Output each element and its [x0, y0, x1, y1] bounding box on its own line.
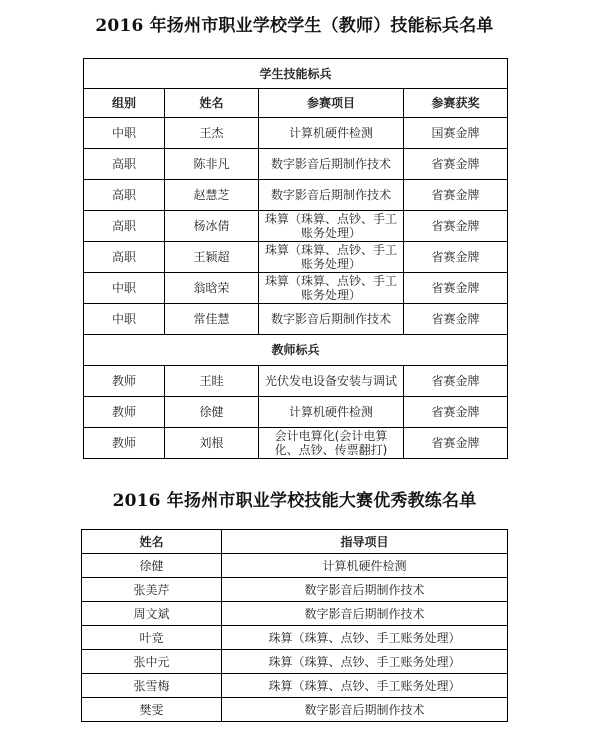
cell-name: 赵慧芝 [165, 180, 259, 211]
cell-project: 数字影音后期制作技术 [259, 180, 404, 211]
cell-name: 叶竞 [82, 626, 222, 650]
cell-group: 教师 [84, 366, 165, 397]
cell-name: 张雪梅 [82, 674, 222, 698]
table-row [84, 273, 508, 304]
page-title: 2016 年扬州市职业学校学生（教师）技能标兵名单 [95, 16, 494, 36]
table-row [82, 674, 508, 698]
cell-group: 中职 [84, 304, 165, 335]
cell-award: 国赛金牌 [404, 118, 508, 149]
cell-name: 王眭 [165, 366, 259, 397]
cell-name: 王杰 [165, 118, 259, 149]
cell-group: 高职 [84, 180, 165, 211]
cell-name: 陈非凡 [165, 149, 259, 180]
cell-group: 教师 [84, 428, 165, 459]
cell-group: 高职 [84, 211, 165, 242]
table-row [82, 650, 508, 674]
cell-name: 徐健 [82, 554, 222, 578]
table-row [82, 602, 508, 626]
cell-award: 省赛金牌 [404, 242, 508, 273]
cell-name: 周文斌 [82, 602, 222, 626]
header-project: 参赛项目 [259, 89, 404, 118]
student-section-title: 学生技能标兵 [84, 59, 508, 89]
table-row [84, 304, 508, 335]
cell-project: 计算机硬件检测 [259, 397, 404, 428]
cell-award: 省赛金牌 [404, 180, 508, 211]
table-row [84, 397, 508, 428]
header-award: 参赛获奖 [404, 89, 508, 118]
cell-project: 珠算（珠算、点钞、手工账务处理） [222, 674, 508, 698]
cell-name: 樊雯 [82, 698, 222, 722]
cell-award: 省赛金牌 [404, 304, 508, 335]
cell-name: 张美芹 [82, 578, 222, 602]
header-name: 姓名 [165, 89, 259, 118]
teacher-section-row [84, 335, 508, 366]
header-group: 组别 [84, 89, 165, 118]
cell-name: 刘根 [165, 428, 259, 459]
teacher-section-title: 教师标兵 [84, 335, 508, 366]
skill-model-table [83, 58, 508, 459]
cell-group: 高职 [84, 149, 165, 180]
cell-name: 翁晗荣 [165, 273, 259, 304]
student-section-row [84, 59, 508, 89]
cell-group: 教师 [84, 397, 165, 428]
table-header-row [82, 530, 508, 554]
cell-name: 王颖超 [165, 242, 259, 273]
table-row [82, 626, 508, 650]
cell-project: 数字影音后期制作技术 [222, 578, 508, 602]
cell-name: 张中元 [82, 650, 222, 674]
cell-project: 计算机硬件检测 [222, 554, 508, 578]
cell-group: 中职 [84, 118, 165, 149]
header-project: 指导项目 [222, 530, 508, 554]
table-row [84, 118, 508, 149]
table-row [82, 554, 508, 578]
table-row [84, 428, 508, 459]
cell-award: 省赛金牌 [404, 428, 508, 459]
cell-project: 珠算（珠算、点钞、手工账务处理） [259, 242, 404, 273]
table-row [84, 242, 508, 273]
cell-project: 珠算（珠算、点钞、手工账务处理） [222, 626, 508, 650]
cell-project: 数字影音后期制作技术 [222, 602, 508, 626]
cell-award: 省赛金牌 [404, 397, 508, 428]
cell-project: 珠算（珠算、点钞、手工账务处理） [259, 211, 404, 242]
cell-project: 光伏发电设备安装与调试 [259, 366, 404, 397]
cell-award: 省赛金牌 [404, 273, 508, 304]
cell-group: 高职 [84, 242, 165, 273]
table-row [84, 180, 508, 211]
header-name: 姓名 [82, 530, 222, 554]
cell-project: 数字影音后期制作技术 [259, 304, 404, 335]
table-header-row [84, 89, 508, 118]
coach-table [81, 529, 508, 722]
cell-project: 珠算（珠算、点钞、手工账务处理） [259, 273, 404, 304]
cell-project: 数字影音后期制作技术 [222, 698, 508, 722]
coach-list-title: 2016 年扬州市职业学校技能大赛优秀教练名单 [112, 491, 477, 511]
table-row [84, 366, 508, 397]
cell-award: 省赛金牌 [404, 366, 508, 397]
table-row [82, 698, 508, 722]
table-row [84, 149, 508, 180]
cell-project: 计算机硬件检测 [259, 118, 404, 149]
table-row [82, 578, 508, 602]
cell-project: 珠算（珠算、点钞、手工账务处理） [222, 650, 508, 674]
cell-award: 省赛金牌 [404, 149, 508, 180]
cell-name: 徐健 [165, 397, 259, 428]
cell-project: 数字影音后期制作技术 [259, 149, 404, 180]
table-row [84, 211, 508, 242]
cell-name: 杨冰倩 [165, 211, 259, 242]
cell-project: 会计电算化(会计电算化、点钞、传票翻打) [259, 428, 404, 459]
cell-award: 省赛金牌 [404, 211, 508, 242]
cell-group: 中职 [84, 273, 165, 304]
cell-name: 常佳慧 [165, 304, 259, 335]
